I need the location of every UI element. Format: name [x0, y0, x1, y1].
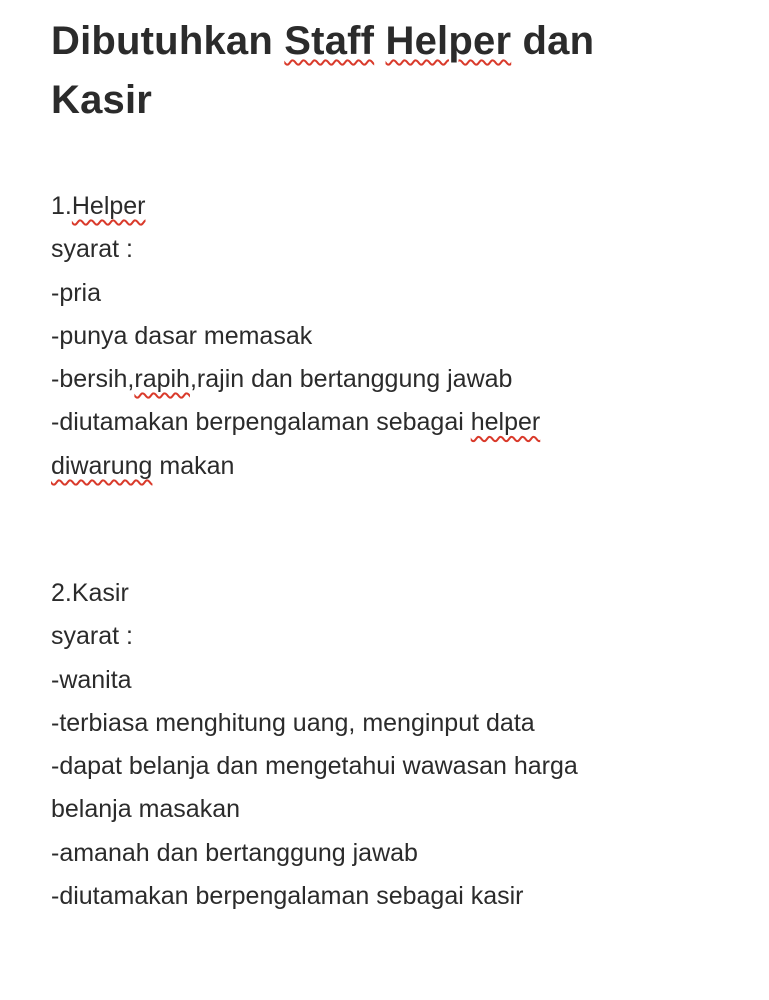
title-word-helper: Helper	[385, 19, 512, 63]
title-line2: Kasir	[51, 78, 153, 122]
requirement-item: -diutamakan berpengalaman sebagai kasir	[51, 882, 524, 911]
section-kasir-heading: 2.Kasir	[51, 579, 129, 607]
note-title[interactable]	[51, 12, 751, 130]
note-page[interactable]	[51, 0, 751, 911]
requirement-item: -amanah dan bertanggung jawab	[51, 838, 418, 867]
item-text: ,rajin dan bertanggung jawab	[189, 365, 513, 394]
item-text: -bersih,	[51, 365, 135, 394]
section-helper-heading	[51, 185, 540, 228]
requirement-item	[51, 358, 540, 401]
requirement-item-continued	[51, 445, 540, 488]
title-space	[374, 19, 385, 63]
item-text: -diutamakan berpengalaman sebagai	[51, 408, 471, 437]
item-word-diwarung: diwarung	[51, 451, 153, 480]
section-kasir	[51, 572, 578, 918]
heading-number: 1.	[51, 192, 72, 220]
title-text-part1: Dibutuhkan	[51, 19, 285, 63]
requirement-item-continued: belanja masakan	[51, 795, 241, 824]
requirement-item: -pria	[51, 278, 102, 307]
requirement-item: -punya dasar memasak	[51, 321, 313, 350]
heading-word-helper: Helper	[71, 192, 146, 220]
requirement-item	[51, 401, 540, 444]
section-kasir-syarat: syarat :	[51, 622, 133, 651]
section-helper	[51, 185, 540, 488]
requirement-item: -terbiasa menghitung uang, menginput data	[51, 708, 535, 737]
title-word-staff: Staff	[284, 19, 375, 63]
requirement-item: -dapat belanja dan mengetahui wawasan harga	[51, 752, 578, 781]
title-text-part2: dan	[511, 19, 595, 63]
item-word-helper: helper	[470, 408, 541, 437]
section-helper-syarat: syarat :	[51, 235, 133, 264]
requirement-item: -wanita	[51, 665, 132, 694]
item-word-rapih: rapih	[134, 365, 190, 394]
item-text: makan	[152, 451, 235, 480]
